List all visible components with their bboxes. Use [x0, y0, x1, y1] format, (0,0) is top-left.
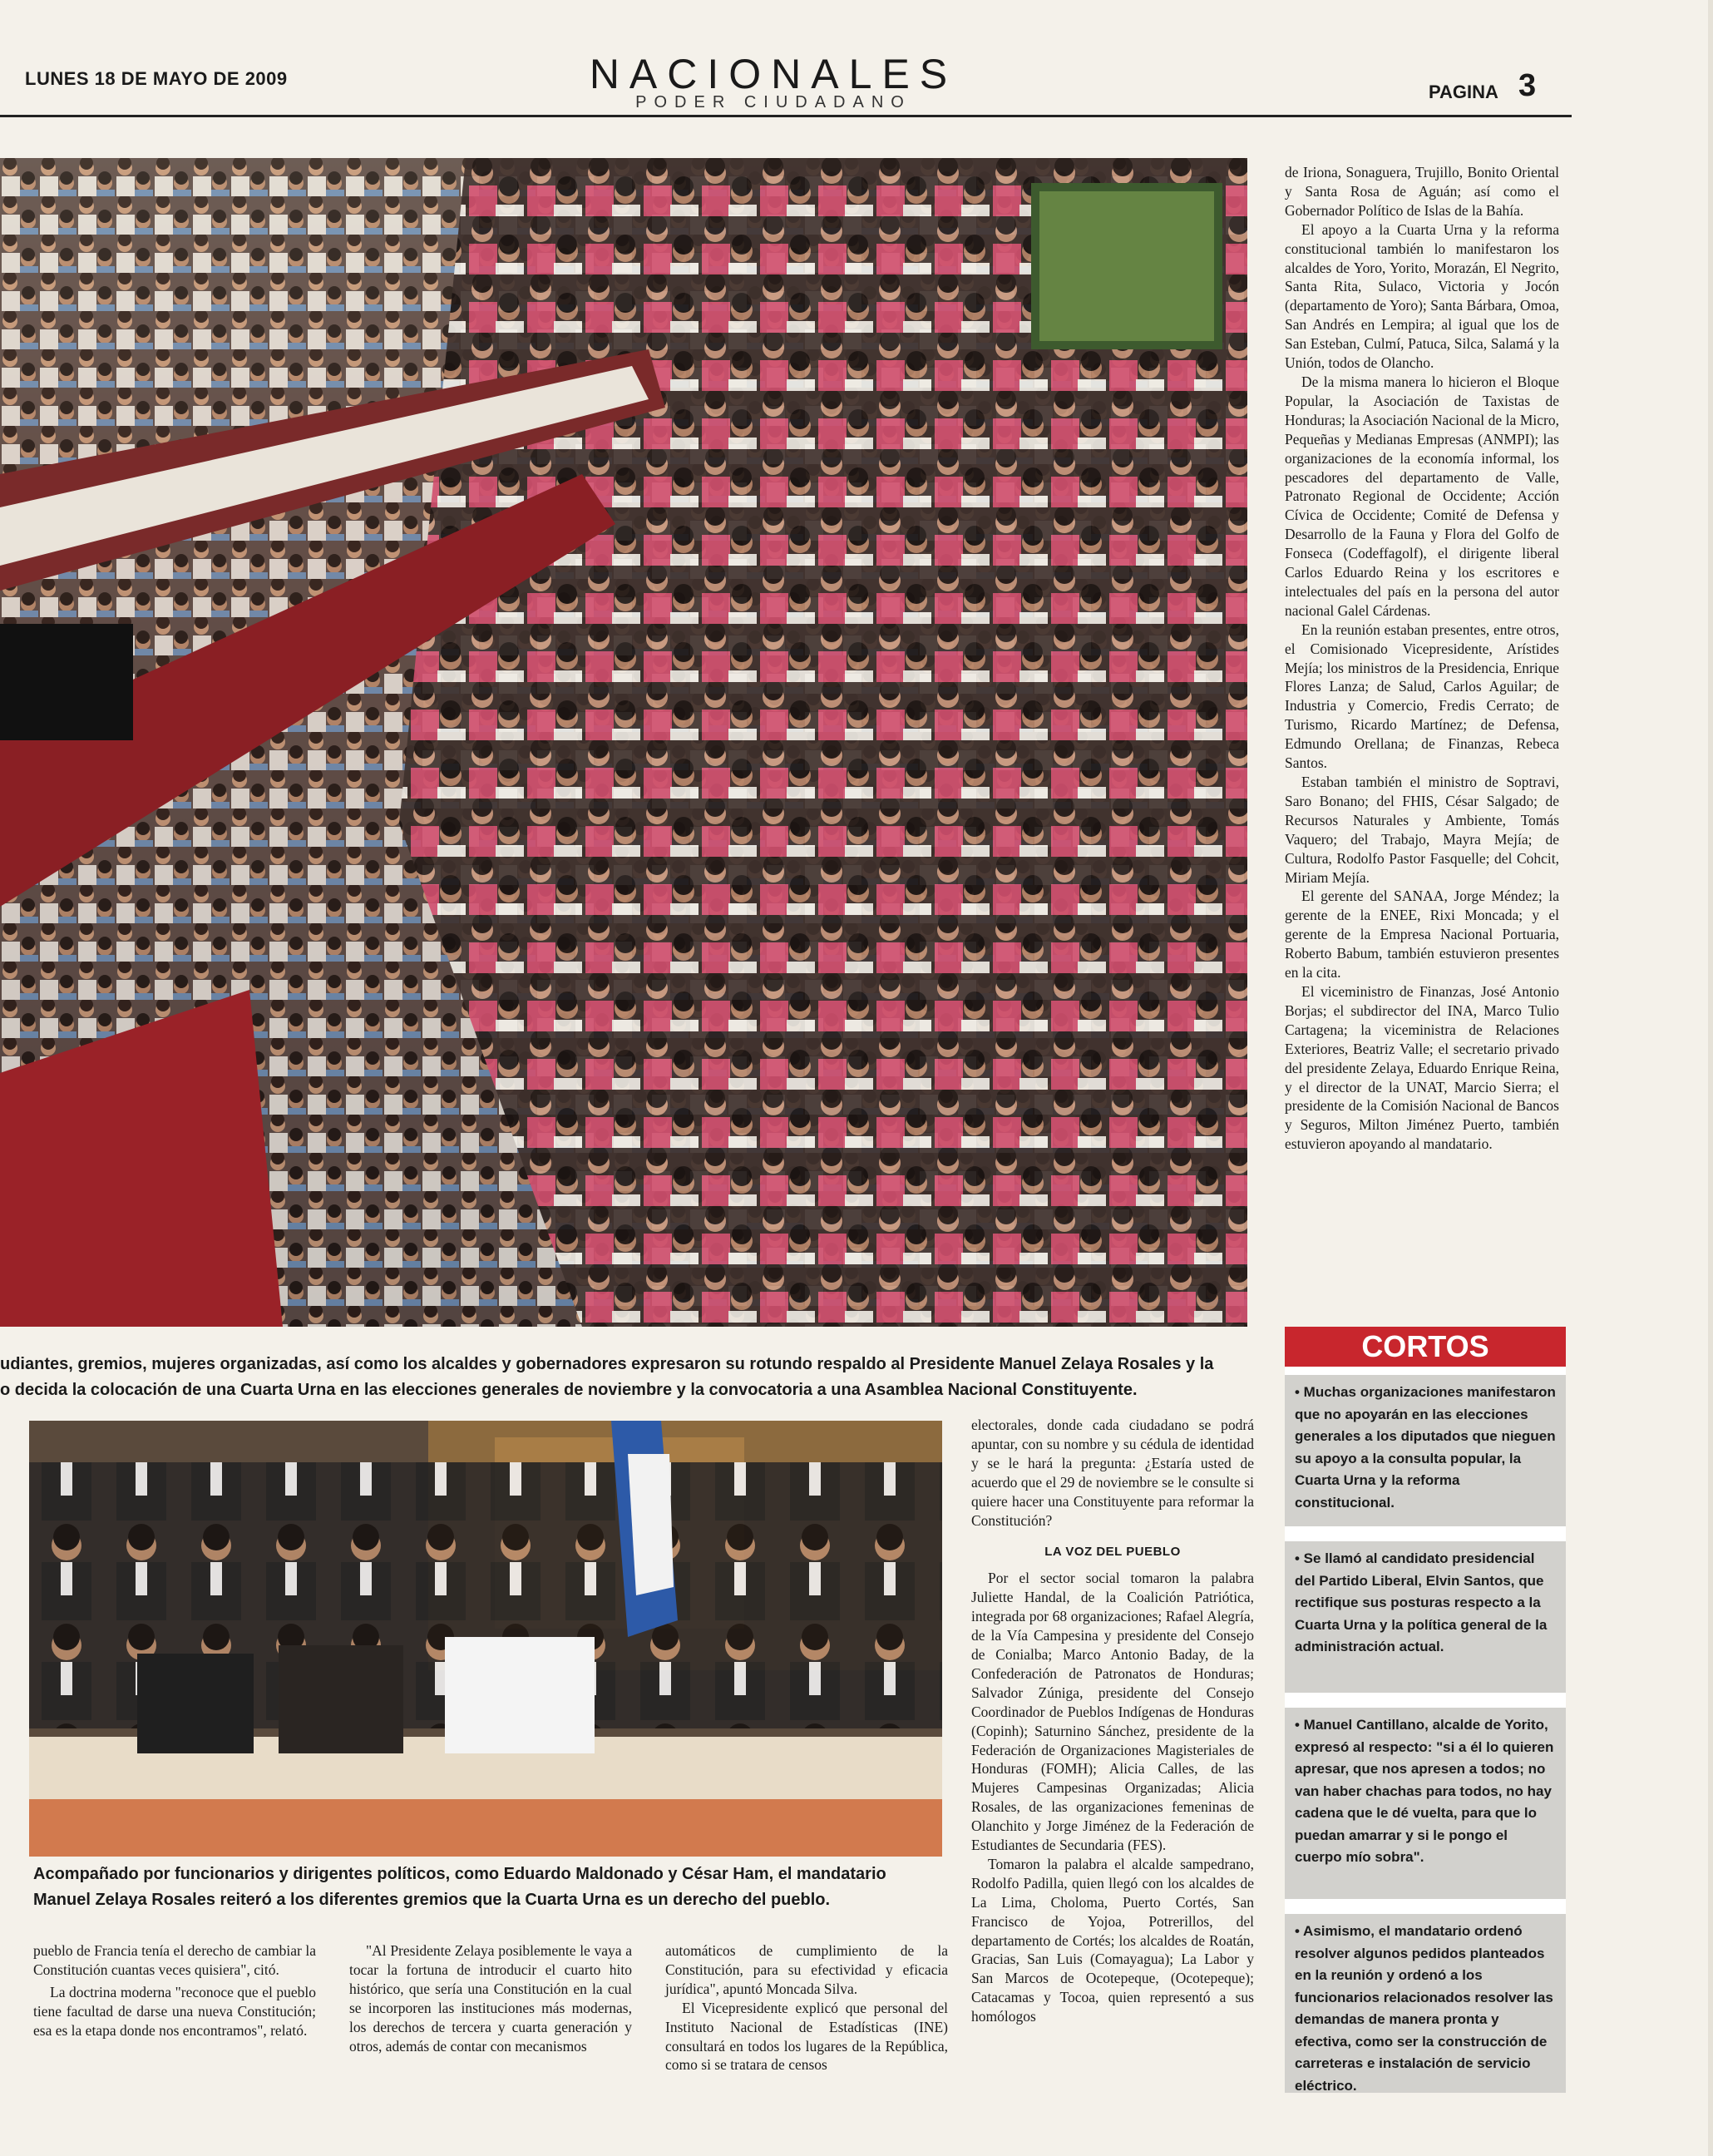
middle-column-text [971, 1416, 1254, 2026]
page-label: PAGINA [1429, 82, 1498, 102]
right-column-text [1285, 163, 1559, 1154]
paragraph: de Iriona, Sonaguera, Trujillo, Bonito Oriental y Santa Rosa de Aguán; así como el Gobernador Político de Islas de la Bahía. [1285, 164, 1559, 219]
meeting-photo-caption-line1: Acompañado por funcionarios y dirigentes políticos, como Eduardo Maldonado y César Ham, el mandatario [33, 1865, 886, 1883]
paragraph: El apoyo a la Cuarta Urna y la reforma constitucional también lo manifestaron los alcaldes de Yoro, Yorito, Morazán, El Negrito, Santa Rita, Sulaco, Victoria y Jocón (departamento de Yoro); Santa Bárbara, Omoa, San Andrés en Lempira; al igual que los de San Esteban, Culmí, Patuca, Silca, Salamá y la Unión, todos de Olancho. [1285, 220, 1559, 372]
main-photo [0, 158, 1247, 1327]
paragraph: En la reunión estaban presentes, entre otros, el Comisionado Vicepresidente, Arístides Mejía; los ministros de la Presidencia, Enrique Flores Lanza; de Salud, Carlos Aguilar; de Industria y Comercio, Fredis Cerrato; de Turismo, Ricardo Martínez; de Defensa, Edmundo Orellana; de Finanzas, Rebeca Santos. [1285, 621, 1559, 772]
bottom-column-2 [349, 1941, 632, 2055]
paragraph: Por el sector social tomaron la palabra Juliette Handal, de la Coalición Patriótica, integrada por 68 organizaciones; Rafael Alegría, de la Vía Campesina y presidente del Consejo de Conialba; Marco Antonio Baday, de la Confederación de Patronatos de Honduras; Salvador Zúniga, presidente del Consejo Coordinador de Pueblos Indígenas de Honduras (Copinh); Saturnino Sánchez, presidente de la Federación de Organizaciones Magisteriales de Honduras (FOMH); Alicia Calles, de las Mujeres Campesinas Organizadas; Alicia Rosales, de las organizaciones femeninas de Olanchito y Jorge Jiménez de la Federación de Estudiantes de Secundaria (FES). [971, 1570, 1254, 1854]
cortos-item: • Manuel Cantillano, alcalde de Yorito, expresó al respecto: "si a él lo quieren apresar, que nos apresen a todos; no van haber chachas para todos, no hay cadena que le dé vuelta, para que lo puedan amarrar y si le pongo el cuerpo mío sobra". [1285, 1708, 1566, 1899]
paragraph: automáticos de cumplimiento de la Constitución, para su efectividad y eficacia jurídica", apuntó Moncada Silva. [665, 1942, 948, 1997]
paragraph: La doctrina moderna "reconoce que el pueblo tiene facultad de darse una nueva Constitución; esa es la etapa donde nos encontramos", relató. [33, 1983, 316, 2039]
paragraph: "Al Presidente Zelaya posiblemente le vaya a tocar la fortuna de introducir el cuarto hito histórico, que sería una Constitución en la cual se incorporen las instituciones más modernas, los derechos de tercera y cuarta generación y otros, además de contar con mecanismos [349, 1942, 632, 2055]
paragraph: pueblo de Francia tenía el derecho de cambiar la Constitución cuantas veces quisiera", citó. [33, 1942, 316, 1978]
cortos-header: CORTOS [1285, 1327, 1566, 1367]
paragraph: Tomaron la palabra el alcalde sampedrano, Rodolfo Padilla, quien llegó con los alcaldes de La Lima, Choloma, Puerto Cortés, San Francisco de Yojoa, Potrerillos, del departamento de Cortés; los alcaldes de Roatán, Gracias, San Luis (Comayagua); La Labor y San Marcos de Ocotepeque, (Ocotepeque); Catacamas y Tocoa, quien representó a sus homólogos [971, 1855, 1254, 2025]
main-photo-caption-line1: udiantes, gremios, mujeres organizadas, así como los alcaldes y gobernadores expresaron su rotundo respaldo al Presidente Manuel Zelaya Rosales y la [0, 1355, 1214, 1373]
cortos-panel [1285, 1367, 1566, 2094]
meeting-photo [29, 1421, 942, 1857]
meeting-photo-caption-line2: Manuel Zelaya Rosales reiteró a los diferentes gremios que la Cuarta Urna es un derecho del pueblo. [33, 1891, 831, 1909]
paragraph: De la misma manera lo hicieron el Bloque Popular, la Asociación de Taxistas de Honduras; la Asociación Nacional de la Micro, Pequeñas y Medianas Empresas (ANMPI); las organizaciones de la economía informal, los pescadores del departamento de Valle, Patronato Regional de Occidente; Acción Cívica de Occidente; Comité de Defensa y Desarrollo de la Fauna y Flora del Golfo de Fonseca (Codeffagolf), el dirigente liberal Carlos Eduardo Reina y los escritores e intelectuales del país en la persona del autor nacional Galel Cárdenas. [1285, 373, 1559, 619]
paragraph: Estaban también el ministro de Soptravi, Saro Bonano; del FHIS, César Salgado; de Recursos Naturales y Ambiente, Tomás Vaquero; del Trabajo, Mayra Mejía; de Cultura, Rodolfo Pastor Fasquelle; del Cohcit, Miriam Mejía. [1285, 774, 1559, 886]
paragraph: El viceministro de Finanzas, José Antonio Borjas; el subdirector del INA, Marco Tulio Cartagena; la viceministra de Relaciones Exteriores, Beatriz Valle; el secretario privado del presidente Zelaya, Eduardo Enrique Reina, y el director de la UNAT, Marcio Sierra; el presidente de la Comisión Nacional de Bancos y Seguros, Milton Jiménez Puerto, también estuvieron apoyando al mandatario. [1285, 982, 1559, 1153]
bottom-column-3 [665, 1941, 948, 2074]
page-edge [1708, 0, 1713, 2156]
paragraph: electorales, donde cada ciudadano se podrá apuntar, con su nombre y su cédula de identidad y se le hará la pregunta: ¿Estaría usted de acuerdo que el 29 de noviembre se le consulte si quiere hacer una Constituyente para reformar la Constitución? [971, 1417, 1254, 1529]
header-rule [0, 115, 1572, 117]
main-photo-caption-line2: o decida la colocación de una Cuarta Urna en las elecciones generales de noviembre y la convocatoria a una Asamblea Nacional Constituyente. [0, 1381, 1138, 1399]
cortos-item: • Muchas organizaciones manifestaron que no apoyarán en las elecciones generales a los diputados que nieguen su apoyo a la consulta popular, la Cuarta Urna y la reforma constitucional. [1285, 1375, 1566, 1526]
cortos-item: • Se llamó al candidato presidencial del Partido Liberal, Elvin Santos, que rectifique sus posturas respecto a la Cuarta Urna y la política general de la administración actual. [1285, 1541, 1566, 1693]
bottom-column-1 [33, 1941, 316, 2040]
paragraph: El Vicepresidente explicó que personal del Instituto Nacional de Estadísticas (INE) consultará en todos los lugares de la República, como si se tratara de censos [665, 1999, 948, 2074]
cortos-item: • Asimismo, el mandatario ordenó resolver algunos pedidos planteados en la reunión y ordenó a los funcionarios relacionados resolver las demandas de manera pronta y efectiva, como ser la construcción de carreteras e instalación de servicio eléctrico. [1285, 1914, 1566, 2093]
page-number: 3 [1518, 68, 1537, 103]
section-subheading: LA VOZ DEL PUEBLO [1044, 1545, 1181, 1560]
paragraph: El gerente del SANAA, Jorge Méndez; la gerente de la ENEE, Rixi Moncada; y el gerente de la Empresa Nacional Portuaria, Roberto Babum, también estuvieron presentes en la cita. [1285, 888, 1559, 982]
issue-date: LUNES 18 DE MAYO DE 2009 [25, 68, 288, 89]
section-title: NACIONALES [589, 51, 958, 97]
section-subtitle: PODER CIUDADANO [635, 93, 911, 111]
